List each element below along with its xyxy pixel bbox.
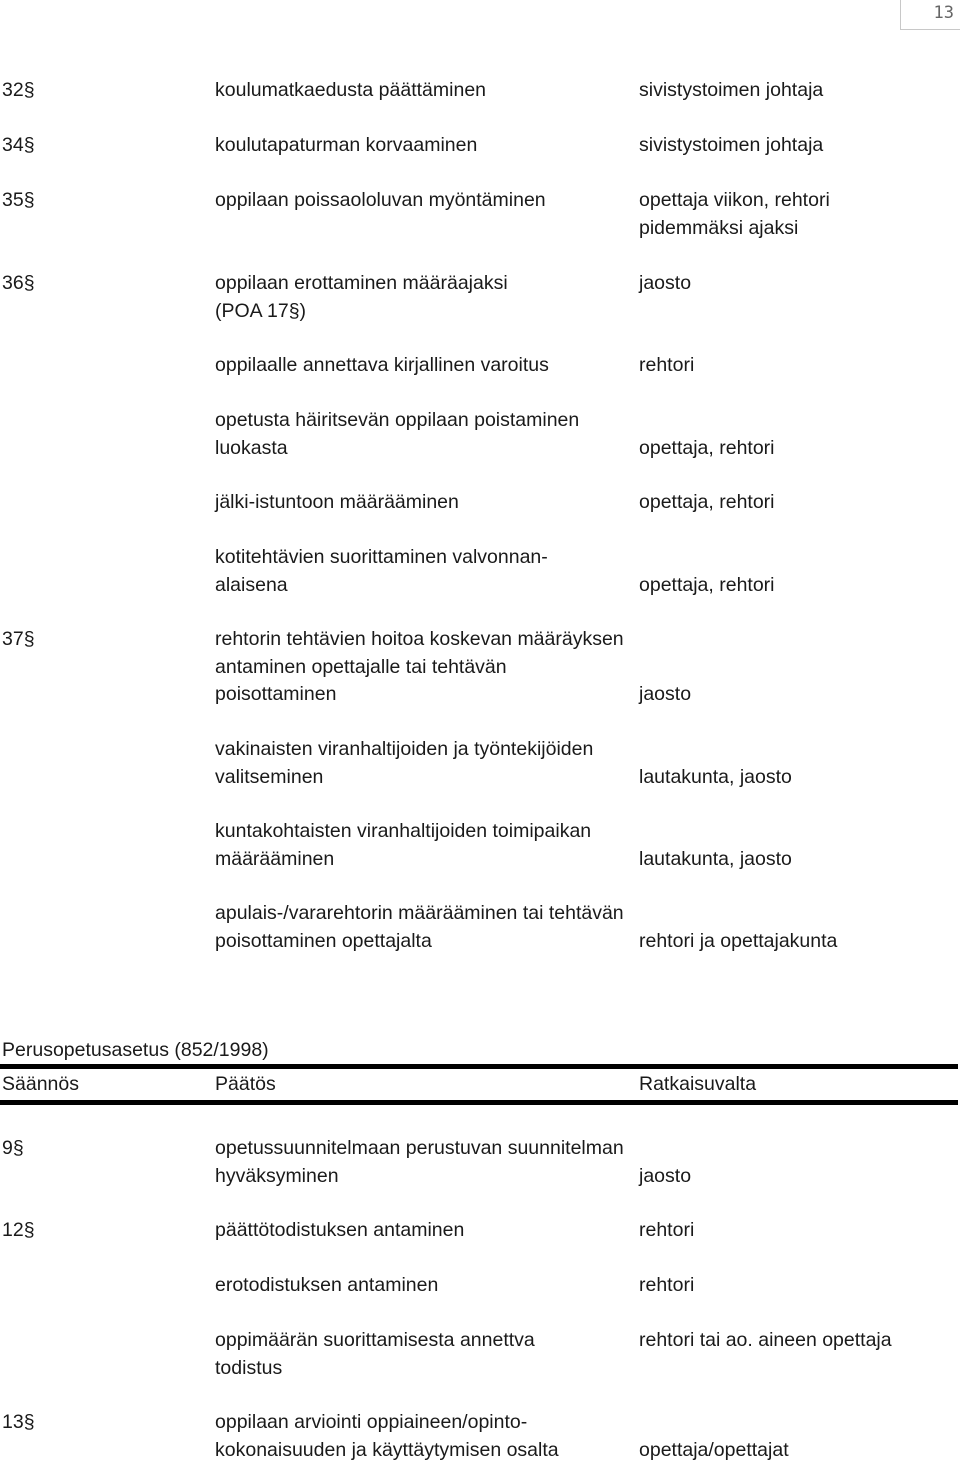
authority-text <box>639 544 959 599</box>
decision-line: määrääminen <box>215 846 635 874</box>
decision-text <box>215 407 635 462</box>
authority-text <box>639 270 959 298</box>
authority-line <box>639 626 959 654</box>
authority-text <box>639 1217 959 1245</box>
authority-text <box>639 1135 959 1190</box>
section-number: 13§ <box>2 1409 35 1437</box>
decision-text <box>215 270 635 325</box>
decision-line: oppilaan poissaololuvan myöntäminen <box>215 187 635 215</box>
authority-text <box>639 626 959 709</box>
decision-text <box>215 1135 635 1190</box>
authority-text <box>639 489 959 517</box>
authority-line <box>639 407 959 435</box>
decision-text <box>215 352 635 380</box>
section-number: 32§ <box>2 77 35 105</box>
section-number: 36§ <box>2 270 35 298</box>
decision-line: kuntakohtaisten viranhaltijoiden toimipaikan <box>215 818 635 846</box>
decision-line: luokasta <box>215 435 635 463</box>
decision-line: rehtorin tehtävien hoitoa koskevan määräyksen <box>215 626 635 654</box>
authority-line: pidemmäksi ajaksi <box>639 215 959 243</box>
decision-text <box>215 900 635 955</box>
decision-line: koulumatkaedusta päättäminen <box>215 77 635 105</box>
decision-line: poisottaminen <box>215 681 635 709</box>
authority-text <box>639 132 959 160</box>
authority-line <box>639 736 959 764</box>
authority-text <box>639 1272 959 1300</box>
decision-text <box>215 1409 635 1464</box>
column-header-decision: Päätös <box>215 1071 276 1099</box>
decision-text <box>215 1272 635 1300</box>
decision-line: jälki-istuntoon määrääminen <box>215 489 635 517</box>
decision-line: opetusta häiritsevän oppilaan poistaminen <box>215 407 635 435</box>
authority-line <box>639 1409 959 1437</box>
authority-text <box>639 1409 959 1464</box>
authority-text <box>639 900 959 955</box>
authority-text <box>639 187 959 242</box>
authority-line <box>639 900 959 928</box>
decision-text <box>215 1217 635 1245</box>
authority-text <box>639 352 959 380</box>
section-heading: Perusopetusasetus (852/1998) <box>2 1037 269 1065</box>
authority-line: opettaja/opettajat <box>639 1437 959 1464</box>
authority-line <box>639 818 959 846</box>
section-number: 12§ <box>2 1217 35 1245</box>
decision-line: oppilaalle annettava kirjallinen varoitus <box>215 352 635 380</box>
authority-text <box>639 77 959 105</box>
decision-line: koulutapaturman korvaaminen <box>215 132 635 160</box>
authority-line: sivistystoimen johtaja <box>639 132 959 160</box>
authority-line: opettaja viikon, rehtori <box>639 187 959 215</box>
authority-line: opettaja, rehtori <box>639 435 959 463</box>
decision-line: opetussuunnitelmaan perustuvan suunnitelman <box>215 1135 635 1163</box>
decision-line: hyväksyminen <box>215 1163 635 1191</box>
decision-line: valitseminen <box>215 764 635 792</box>
decision-line: todistus <box>215 1355 635 1383</box>
authority-line: sivistystoimen johtaja <box>639 77 959 105</box>
authority-line: rehtori ja opettajakunta <box>639 928 959 956</box>
decision-text <box>215 187 635 215</box>
authority-line: jaosto <box>639 681 959 709</box>
section-number: 35§ <box>2 187 35 215</box>
decision-line: erotodistuksen antaminen <box>215 1272 635 1300</box>
column-header-authority: Ratkaisuvalta <box>639 1071 756 1099</box>
decision-line: kotitehtävien suorittaminen valvonnan- <box>215 544 635 572</box>
authority-line: rehtori tai ao. aineen opettaja <box>639 1327 959 1355</box>
authority-line: jaosto <box>639 1163 959 1191</box>
decision-line: oppimäärän suorittamisesta annettva <box>215 1327 635 1355</box>
decision-line: kokonaisuuden ja käyttäytymisen osalta <box>215 1437 635 1464</box>
decision-line: oppilaan arviointi oppiaineen/opinto- <box>215 1409 635 1437</box>
decision-text <box>215 77 635 105</box>
header-rule-bottom <box>0 1100 958 1105</box>
decision-line: alaisena <box>215 572 635 600</box>
decision-text <box>215 489 635 517</box>
header-rule-top <box>0 1064 958 1069</box>
section-number: 34§ <box>2 132 35 160</box>
section-number: 37§ <box>2 626 35 654</box>
authority-line: lautakunta, jaosto <box>639 764 959 792</box>
authority-text <box>639 818 959 873</box>
authority-text <box>639 1327 959 1355</box>
authority-line <box>639 654 959 682</box>
decision-text <box>215 818 635 873</box>
authority-line <box>639 1135 959 1163</box>
decision-line: päättötodistuksen antaminen <box>215 1217 635 1245</box>
authority-line: jaosto <box>639 270 959 298</box>
authority-line <box>639 544 959 572</box>
decision-text <box>215 626 635 709</box>
authority-line: opettaja, rehtori <box>639 489 959 517</box>
authority-text <box>639 736 959 791</box>
authority-line: opettaja, rehtori <box>639 572 959 600</box>
decision-line: antaminen opettajalle tai tehtävän <box>215 654 635 682</box>
authority-line: lautakunta, jaosto <box>639 846 959 874</box>
decision-text <box>215 132 635 160</box>
column-header-provision: Säännös <box>2 1071 79 1099</box>
decision-line: (POA 17§) <box>215 298 635 326</box>
decision-text <box>215 736 635 791</box>
page-number: 13 <box>900 0 960 30</box>
section-number: 9§ <box>2 1135 24 1163</box>
authority-line: rehtori <box>639 1272 959 1300</box>
authority-line: rehtori <box>639 1217 959 1245</box>
authority-line: rehtori <box>639 352 959 380</box>
decision-line: apulais-/vararehtorin määrääminen tai tehtävän <box>215 900 635 928</box>
decision-line: poisottaminen opettajalta <box>215 928 635 956</box>
authority-text <box>639 407 959 462</box>
decision-line: oppilaan erottaminen määräajaksi <box>215 270 635 298</box>
decision-text <box>215 544 635 599</box>
decision-line: vakinaisten viranhaltijoiden ja työntekijöiden <box>215 736 635 764</box>
decision-text <box>215 1327 635 1382</box>
